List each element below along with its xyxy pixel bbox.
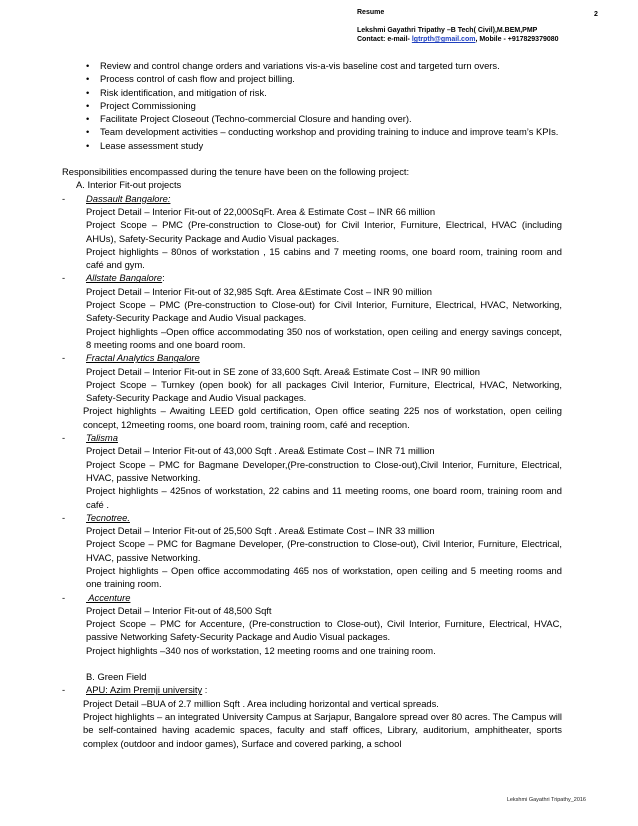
- dash-icon: -: [62, 192, 66, 204]
- bullet-icon: •: [86, 86, 90, 98]
- header-name: Lekshmi Gayathri Tripathy –B Tech( Civil),M.BEM,PMP: [357, 27, 538, 34]
- bullet-item: • Project Commissioning: [86, 99, 196, 111]
- bullet-item: • Team development activities – conducting workshop and providing training to induce and improve team’s KPIs.: [86, 126, 559, 138]
- project-detail: Project Detail – Interior Fit-out of 43,000 Sqft . Area& Estimate Cost – INR 71 million: [86, 445, 435, 457]
- dash-icon: -: [62, 272, 66, 284]
- contact-prefix: Contact: e-mail-: [357, 36, 412, 43]
- project-highlights: Project highlights – an integrated University Campus at Sarjapur, Bangalore spread over 80 acres. The Campus will be self-contained having academic spaces, faculty and staff offices, Library, auditorium, amphitheater, sports complex (outdoor and indoor games), Surface and covered parking, a school: [83, 710, 562, 749]
- project-scope: Project Scope – PMC (Pre-construction to Close-out) for Civil Interior, Furniture, Electrical, HVAC (including AHUs), Safety-Security Package and Audio Visual packages.: [86, 219, 562, 244]
- dash-icon: -: [62, 432, 66, 444]
- project-scope: Project Scope – PMC for Bagmane Developer, (Pre-construction to Close-out), Civil Interior, Furniture, Electrical, HVAC, passive Networking.: [86, 538, 562, 563]
- project-detail: Project Detail – Interior Fit-out of 32,985 Sqft. Area &Estimate Cost – INR 90 million: [86, 285, 432, 297]
- project-highlights: Project highlights –340 nos of workstation, 12 meeting rooms and one training room.: [86, 644, 436, 656]
- project-name: Talisma: [86, 432, 118, 444]
- project-name: APU: Azim Premji university: [86, 684, 203, 696]
- contact-suffix: , Mobile - +917829379080: [475, 36, 559, 43]
- project-fractal: [62, 351, 562, 431]
- project-scope: Project Scope – PMC for Bagmane Developer,(Pre-construction to Close-out),Civil Interior, Furniture, Electrical, HVAC, passive Networking.: [86, 458, 562, 483]
- page-number: 2: [594, 11, 598, 18]
- project-name: Tecnotree.: [86, 511, 130, 523]
- header-resume-label: Resume: [357, 9, 385, 16]
- section-b-heading: B. Green Field: [86, 671, 147, 683]
- project-detail: Project Detail – Interior Fit-out of 25,500 Sqft . Area& Estimate Cost – INR 33 million: [86, 525, 435, 537]
- project-detail: Project Detail – Interior Fit-out of 48,500 Sqft: [86, 604, 272, 616]
- bullet-list: [62, 59, 562, 152]
- bullet-icon: •: [86, 60, 90, 71]
- header-contact: [357, 35, 559, 44]
- project-highlights: Project highlights – Open office accommodating 465 nos of workstation, open ceiling and 5 meeting rooms and one training room.: [86, 564, 562, 590]
- project-highlights: Project highlights – Awaiting LEED gold certification, Open office seating 225 nos of workstation, open ceiling concept, 12meeting rooms, one board room, training room, café and reception.: [83, 405, 562, 430]
- bullet-item: • Risk identification, and mitigation of risk.: [86, 86, 267, 98]
- project-detail: Project Detail – Interior Fit-out in SE zone of 33,600 Sqft. Area& Estimate Cost – INR 90 million: [86, 365, 480, 377]
- project-detail: Project Detail – Interior Fit-out of 22,000SqFt. Area & Estimate Cost – INR 66 million: [86, 205, 436, 217]
- project-name: Fractal Analytics Bangalore: [86, 352, 200, 364]
- bullet-icon: •: [86, 139, 90, 151]
- project-highlights: Project highlights – 80nos of workstation , 15 cabins and 7 meeting rooms, one board room, training room and café and gym.: [86, 245, 562, 271]
- project-highlights: Project highlights – 425nos of workstation, 22 cabins and 11 meeting rooms, one board room, training room and café .: [86, 485, 562, 510]
- bullet-icon: •: [86, 113, 90, 125]
- section-a-heading: A. Interior Fit-out projects: [76, 179, 182, 191]
- project-detail: Project Detail –BUA of 2.7 million Sqft . Area including horizontal and vertical spreads.: [83, 697, 439, 709]
- bullet-item: • Process control of cash flow and project billing.: [86, 73, 295, 85]
- project-accenture: [62, 591, 562, 657]
- bullet-item: • Review and control change orders and variations vis-a-vis baseline cost and targeted turn overs.: [86, 60, 500, 71]
- project-talisma: [62, 431, 562, 511]
- bullet-icon: •: [86, 73, 90, 85]
- project-tecnotree: [62, 511, 562, 591]
- project-name: Allstate Bangalore: [86, 272, 163, 284]
- project-scope: Project Scope – PMC (Pre-construction to Close-out) for Civil Interior, Furniture, Electrical, HVAC, Networking, Safety-Security Package and Audio Visual packages.: [86, 299, 562, 324]
- project-highlights: Project highlights –Open office accommodating 350 nos of workstation, open ceiling and energy savings concept, 8 meeting rooms and one board room.: [86, 325, 562, 350]
- dash-icon: -: [62, 591, 66, 603]
- email-link[interactable]: lgtrpth@gmail.com: [411, 36, 476, 43]
- project-name: Accenture: [86, 591, 131, 603]
- dash-icon: -: [62, 352, 66, 364]
- footer-text: Lekshmi Gayathri Tripathy_2016: [506, 797, 586, 803]
- bullet-icon: •: [86, 126, 90, 138]
- project-scope: Project Scope – PMC for Accenture, (Pre-construction to Close-out), Civil Interior, Furniture, Electrical, HVAC, passive Networking Safety-Security Package and Audio Visual packages.: [86, 618, 562, 643]
- project-name: Dassault Bangalore:: [86, 192, 171, 204]
- project-dassault: [62, 192, 562, 272]
- project-allstate: - Allstate Bangalore: Project Detail – Interior Fit-out of 32,985 Sqft. Area &Estimate Cost – INR 90 million Project Scope – PMC (Pre-construction to Close-out) for Civil Interior, Furniture, Electrical, HVAC, Networking, Safety-Security Package and Audio Visual packages. Project highlights –Open office accommodating 350 nos of workstation, open ceiling and energy savings concept, 8 meeting rooms and one board room.: [62, 272, 562, 350]
- bullet-item: • Lease assessment study: [86, 139, 204, 151]
- resume-body: [62, 59, 562, 750]
- dash-icon: -: [62, 684, 66, 696]
- dash-icon: -: [62, 511, 66, 523]
- responsibilities-intro: Responsibilities encompassed during the tenure have been on the following project:: [62, 166, 410, 178]
- project-apu: - APU: Azim Premji university : Project Detail –BUA of 2.7 million Sqft . Area including horizontal and vertical spreads. Project highlights – an integrated University Campus at Sarjapur, Bangalore spread over 80 acres. The Campus will be self-contained having academic spaces, faculty and staff offices, Library, auditorium, amphitheater, sports complex (outdoor and indoor games), Surface and covered parking, a school: [62, 684, 562, 749]
- project-scope: Project Scope – Turnkey (open book) for all packages Civil Interior, Furniture, Electrical, HVAC, Networking, Safety-Security Package and Audio Visual packages.: [86, 378, 562, 404]
- bullet-icon: •: [86, 99, 90, 111]
- bullet-item: • Facilitate Project Closeout (Techno-commercial Closure and handing over).: [86, 113, 412, 125]
